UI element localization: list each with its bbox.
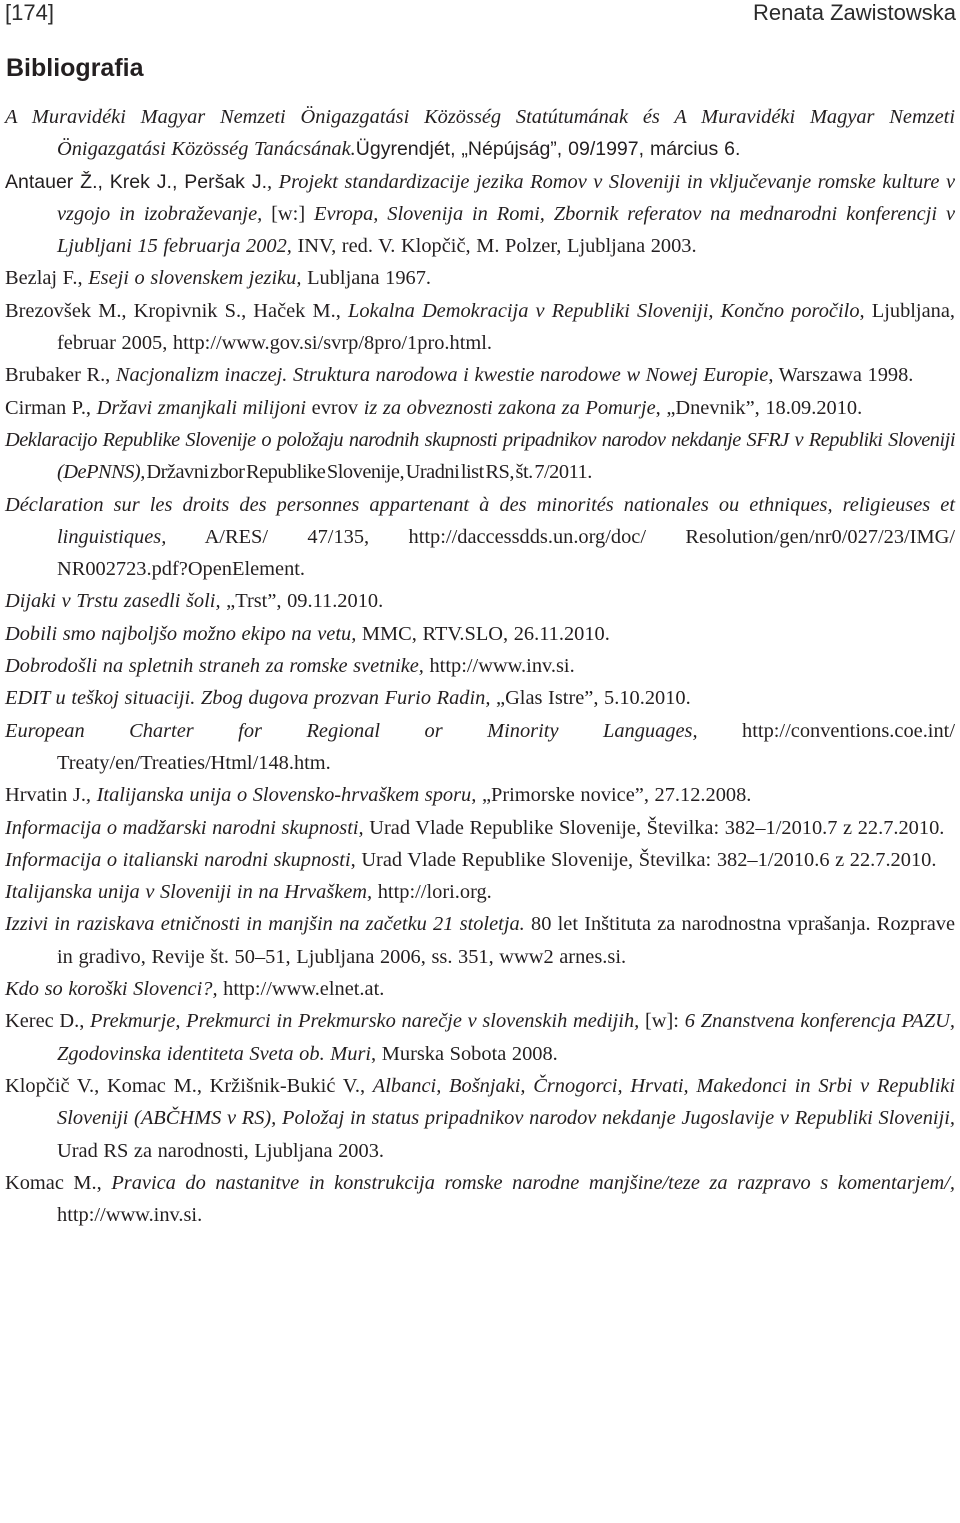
entry-text: Hrvatin J. — [5, 784, 86, 807]
entry-text: http://www.elnet.at. — [217, 978, 385, 1001]
entry-text: MMC, RTV.SLO, 26.11.2010. — [356, 622, 610, 645]
bibliography-entry — [5, 424, 955, 489]
entry-text: evrov — [306, 396, 364, 419]
entry-title-text: 6 Znanstvena konferencja PAZU, Zgodovinska identiteta Sveta ob. Muri — [57, 1010, 955, 1065]
entry-title-text: Italijanska unija v Sloveniji in na Hrvaškem, — [5, 881, 373, 904]
entry-title-text: Pravica do nastanitve in konstrukcija romske narodne manjšine/teze za razpravo s komentarjem/, — [111, 1171, 955, 1194]
entry-text: Urad Vlade Republike Slovenije, Številka: 382–1/2010.7 z 22.7.2010. — [363, 816, 945, 839]
entry-text: , Murska Sobota 2008. — [371, 1042, 558, 1065]
bibliography-entry — [5, 392, 955, 424]
bibliography-entry — [5, 650, 955, 682]
entry-title-text: A Muravidéki Magyar Nemzeti Önigazgatási Közösség Statútumának és A Muravidéki Magyar Nemzeti Önigazgatási Közösség Tanácsának. — [5, 106, 955, 161]
bibliography-entry — [5, 585, 955, 617]
entry-text: Cirman P., — [5, 396, 97, 419]
entry-title-text: Eseji o slovenskem jeziku, — [88, 267, 302, 290]
bibliography-entry — [5, 1167, 955, 1232]
entry-text: Lubljana 1967. — [301, 267, 432, 290]
entry-text: [w:] — [262, 202, 314, 225]
entry-text: http://conventions.coe.int/ Treaty/en/Treaties/Html/148.htm. — [57, 719, 955, 774]
page-number: [174] — [5, 0, 54, 25]
entry-text: Brubaker R., — [5, 364, 116, 387]
bibliography-entry — [5, 908, 955, 973]
bibliography-entry — [5, 489, 955, 586]
bibliography-entry — [5, 715, 955, 780]
entry-text: Kerec D., — [5, 1010, 91, 1033]
entry-title-text: Dobili smo najboljšo možno ekipo na vetu, — [5, 622, 357, 645]
entry-title-text: Izzivi in raziskava etničnosti in manjšin na začetku 21 stoletja. — [5, 913, 525, 936]
bibliography-entry — [5, 844, 955, 876]
entry-text: , Urad Vlade Republike Slovenije, Številka: 382–1/2010.6 z 22.7.2010. — [350, 848, 937, 871]
entry-text: Urad RS za narodnosti, Ljubljana 2003. — [57, 1139, 384, 1162]
entry-title-text: Déclaration sur les droits des personnes appartenant à des minorités nationales ou ethniques, religieuses et linguistiques, — [5, 493, 955, 548]
entry-title-text: Informacija o italianski narodni skupnosti — [5, 848, 351, 871]
bibliography-entry — [5, 876, 955, 908]
page-header — [0, 0, 960, 40]
entry-text: INV, red. V. Klopčič, M. Polzer, Ljubljana 2003. — [291, 235, 697, 258]
bibliography-entry — [5, 779, 955, 811]
bibliography-entry — [5, 682, 955, 714]
entry-title-text: Evropa, Slovenija in Romi, Zbornik referatov na mednarodni konferencji v Ljubljani 15 februarja 2002, — [57, 202, 955, 258]
entry-text: Državni zbor Republike Slovenije, Uradni list RS, št. 7/2011. — [144, 461, 592, 484]
entry-text: http://www.inv.si. — [423, 655, 575, 678]
entry-title-text: Deklaracijo Republike Slovenije o položaju narodnih skupnosti pripadnikov narodov nekdanje SFRJ v Republiki Sloveniji (DePNNS), — [5, 428, 955, 484]
entry-title-text: Nacjonalizm inaczej. Struktura narodowa i kwestie narodowe w Nowej Europie — [115, 364, 769, 387]
entry-text: „Glas Istre”, 5.10.2010. — [490, 687, 691, 710]
bibliography-entry — [5, 262, 955, 294]
entry-title-text: iz za obveznosti zakona za Pomurje — [363, 396, 656, 419]
entry-text: , „Dnevnik”, 18.09.2010. — [655, 396, 863, 419]
entry-text: , Warszawa 1998. — [768, 364, 914, 387]
entry-text: Ljubljana, februar 2005, http://www.gov.si/svrp/8pro/1pro.html. — [57, 299, 955, 355]
entry-text: Bezlaj F., — [5, 267, 89, 290]
entry-title-text: , Projekt standardizacije jezika Romov v Sloveniji in vključevanje romske kulture v vzgojo in izobraževanje, — [57, 170, 955, 225]
entry-title-text: EDIT u teškoj situaciji. Zbog dugova prozvan Furio Radin, — [5, 687, 491, 710]
entry-text: [w]: — [639, 1010, 685, 1033]
entry-title-text: Lokalna Demokracija v Republiki Sloveniji, Končno poročilo, — [347, 299, 865, 322]
entry-text: „Primorske novice”, 27.12.2008. — [476, 784, 752, 807]
entry-title-text: Državi zmanjkali milijoni — [96, 396, 307, 419]
entry-title-text: European Charter for Regional or Minority Languages, — [5, 719, 698, 742]
bibliography-entry — [5, 812, 955, 844]
entry-text: „Trst”, 09.11.2010. — [220, 590, 384, 613]
entry-text: Brezovšek M., Kropivnik S., Haček M., — [5, 299, 348, 322]
entry-text: Klopčič V., Komac M., Kržišnik-Bukić V., — [5, 1074, 373, 1097]
bibliography-entry — [5, 618, 955, 650]
bibliography-entry — [5, 973, 955, 1005]
entry-text: Ügyrendjét, „Népújság”, 09/1997, március 6. — [355, 138, 741, 161]
bibliography-entry — [5, 1070, 955, 1167]
bibliography-list — [5, 101, 955, 1231]
bibliography-entry — [5, 166, 955, 263]
entry-text: A/RES/ 47/135, http://daccessdds.un.org/doc/ Resolution/gen/nr0/027/23/IMG/ NR002723.pdf?OpenElement. — [57, 525, 955, 581]
entry-title-text: Dobrodošli na spletnih straneh za romske svetnike, — [5, 655, 424, 678]
bibliography-entry — [5, 1005, 955, 1070]
section-title: Bibliografia — [6, 54, 144, 82]
entry-text: http://www.inv.si. — [57, 1204, 203, 1227]
running-author: Renata Zawistowska — [753, 0, 956, 25]
entry-title-text: Albanci, Bošnjaki, Črnogorci, Hrvati, Makedonci in Srbi v Republiki Sloveniji (ABČHMS v RS), Položaj in status pripadnikov narodov nekdanje Jugoslavije v Republiki Sloveniji, — [57, 1074, 955, 1130]
entry-text: Antauer Ž., Krek J., Peršak J. — [5, 170, 267, 193]
entry-title-text: Prekmurje, Prekmurci in Prekmursko narečje v slovenskih medijih, — [90, 1010, 640, 1033]
bibliography-entry — [5, 101, 955, 166]
bibliography-entry — [5, 359, 955, 391]
entry-title-text: Kdo so koroški Slovenci?, — [5, 978, 218, 1001]
entry-title-text: Informacija o madžarski narodni skupnosti, — [5, 816, 364, 839]
entry-title-text: , Italijanska unija o Slovensko-hrvaškem sporu, — [85, 784, 477, 807]
entry-text: Komac M., — [5, 1171, 112, 1194]
entry-text: http://lori.org. — [372, 881, 492, 904]
entry-text: 80 let Inštituta za narodnostna vprašanja. Rozprave in gradivo, Revije št. 50–51, Ljubljana 2006, ss. 351, www2 arnes.si. — [57, 913, 956, 968]
bibliography-entry — [5, 295, 955, 360]
entry-title-text: Dijaki v Trstu zasedli šoli, — [5, 590, 221, 613]
